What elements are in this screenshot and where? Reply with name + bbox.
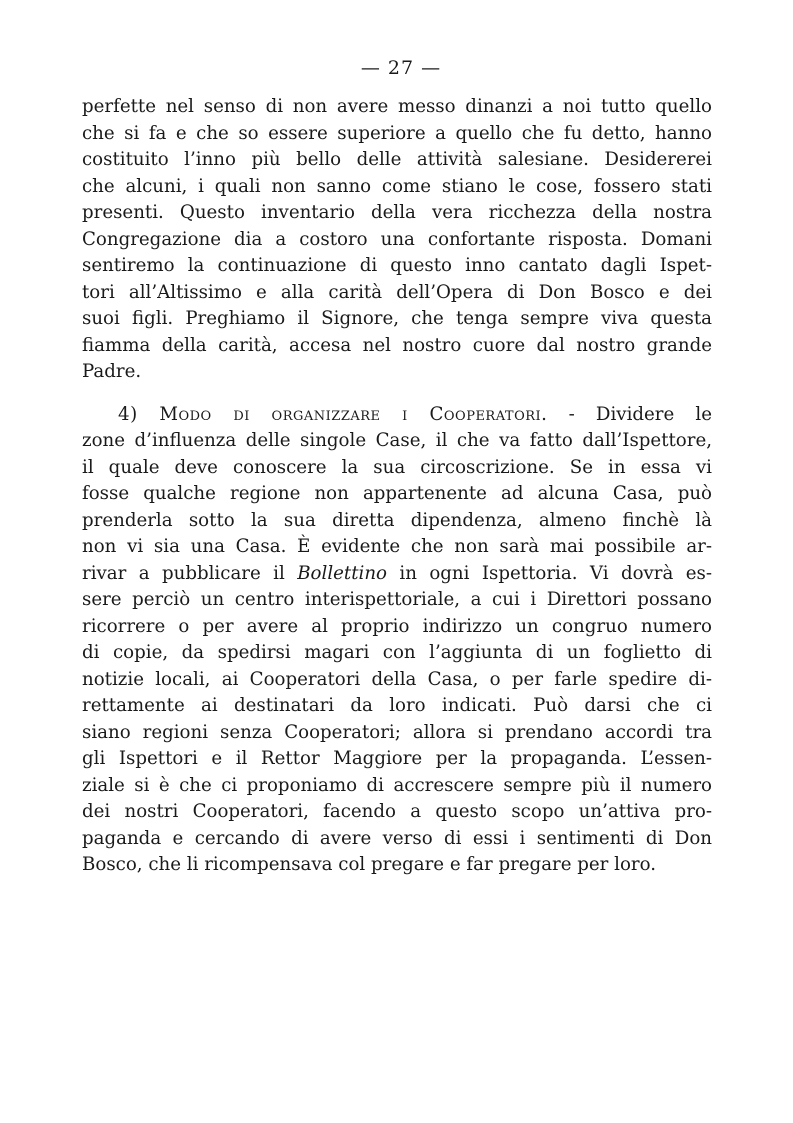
paragraph-2-line-1 <box>82 402 712 429</box>
text-line: zone d’influenza delle singole Case, il che va fatto dall’Ispettore, <box>82 430 712 451</box>
text-line: Bosco, che li ricompensava col pregare e far pregare per loro. <box>82 854 657 875</box>
italic-line-prefix: rivar a pubblicare il <box>82 562 298 584</box>
document-page <box>82 54 712 879</box>
paragraph-1 <box>82 94 712 386</box>
italic-line-suffix: in ogni Ispettoria. Vi dovrà es- <box>387 562 712 584</box>
page-number: — 27 — <box>360 57 442 79</box>
text-line: di copie, da spedirsi magari con l’aggiunta di un foglietto di <box>82 642 712 663</box>
paragraph-2-line-1-rest: - Dividere le <box>547 403 712 425</box>
text-line: tori all’Altissimo e alla carità dell’Opera di Don Bosco e dei <box>82 281 712 303</box>
text-line: fosse qualche regione non appartenente ad alcuna Casa, può <box>82 483 712 504</box>
text-line: presenti. Questo inventario della vera ricchezza della nostra <box>82 202 712 223</box>
text-line: non vi sia una Casa. È evidente che non sarà mai possibile ar- <box>82 536 712 557</box>
text-line: sere perciò un centro interispettoriale, a cui i Direttori possano <box>82 589 712 610</box>
section-heading: 4) Modo di organizzare i Cooperatori. <box>118 403 548 425</box>
text-line: sentiremo la continuazione di questo inno cantato dagli Ispet- <box>82 255 712 276</box>
text-line: fiamma della carità, accesa nel nostro cuore dal nostro grande <box>82 334 712 356</box>
text-line: perfette nel senso di non avere messo dinanzi a noi tutto quello <box>82 96 712 117</box>
text-line: gli Ispettori e il Rettor Maggiore per la propaganda. L’essen- <box>82 748 712 769</box>
text-line: prenderla sotto la sua diretta dipendenza, almeno finchè là <box>82 509 712 531</box>
bollettino-title: Bollettino <box>297 562 387 584</box>
text-line: il quale deve conoscere la sua circoscrizione. Se in essa vi <box>82 456 712 478</box>
text-line: Congregazione dia a costoro una confortante risposta. Domani <box>82 228 712 250</box>
text-line: Padre. <box>82 361 142 382</box>
text-line: ricorrere o per avere al proprio indirizzo un congruo numero <box>82 615 712 637</box>
text-line: costituito l’inno più bello delle attività salesiane. Desidererei <box>82 149 712 170</box>
text-line: paganda e cercando di avere verso di essi i sentimenti di Don <box>82 827 712 849</box>
text-line: notizie locali, ai Cooperatori della Casa, o per farle spedire di- <box>82 668 712 690</box>
paragraph-2 <box>82 402 712 879</box>
text-line: suoi figli. Preghiamo il Signore, che tenga sempre viva questa <box>82 308 712 329</box>
text-line: siano regioni senza Cooperatori; allora si prendano accordi tra <box>82 721 712 743</box>
paragraph-2-italic-line <box>82 561 712 588</box>
text-line: rettamente ai destinatari da loro indicati. Può darsi che ci <box>82 695 712 716</box>
text-line: che alcuni, i quali non sanno come stiano le cose, fossero stati <box>82 175 712 197</box>
text-line: che si fa e che so essere superiore a quello che fu detto, hanno <box>82 122 712 144</box>
text-line: dei nostri Cooperatori, facendo a questo scopo un’attiva pro- <box>82 801 712 822</box>
text-line: ziale si è che ci proponiamo di accrescere sempre più il numero <box>82 774 712 796</box>
